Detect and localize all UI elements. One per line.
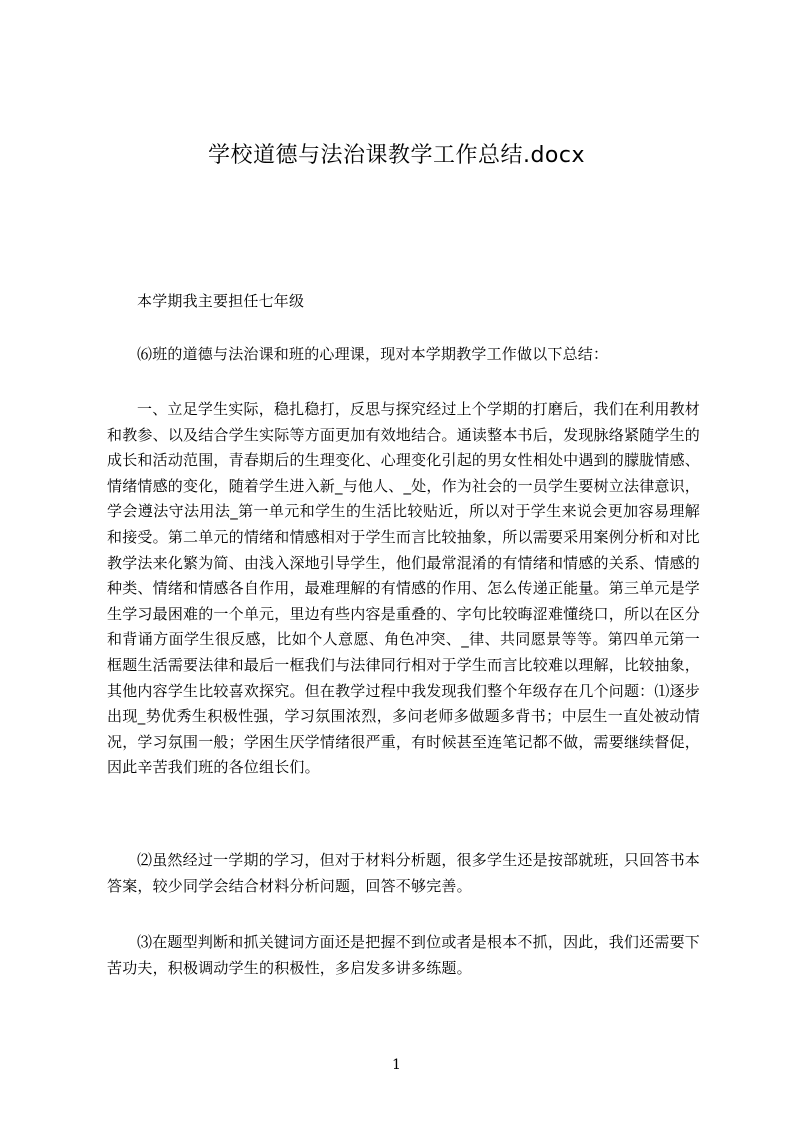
paragraph-problem-two: ⑵虽然经过一学期的学习，但对于材料分析题，很多学生还是按部就班，只回答书本答案，较少同学会结合材料分析问题，回答不够完善。 [107, 851, 700, 895]
document-title: 学校道德与法治课教学工作总结.docx [207, 143, 586, 168]
paragraph-class: ⑹班的道德与法治课和班的心理课，现对本学期教学工作做以下总结： [137, 345, 609, 363]
paragraph-intro: 本学期我主要担任七年级 [137, 292, 305, 310]
page-number: 1 [392, 1057, 401, 1073]
paragraph-section-one: 一、立足学生实际，稳扎稳打，反思与探究经过上个学期的打磨后，我们在利用教材和教参、以及结合学生实际等方面更加有效地结合。通读整本书后，发现脉络紧随学生的成长和活动范围，青春期后的生理变化、心理变化引起的男女性相处中遇到的朦胧情感、情绪情感的变化，随着学生进入新_与他人、_处，作为社会的一员学生要树立法律意识，学会遵法守法用法_第一单元和学生的生活比较贴近，所以对于学生来说会更加容易理解和接受。第二单元的情绪和情感相对于学生而言比较抽象，所以需要采用案例分析和对比教学法来化繁为简、由浅入深地引导学生，他们最常混淆的有情绪和情感的关系、情感的种类、情绪和情感各自作用，最难理解的有情感的作用、怎么传递正能量。第三单元是学生学习最困难的一个单元，里边有些内容是重叠的、字句比较晦涩难懂绕口，所以在区分和背诵方面学生很反感，比如个人意愿、角色冲突、_律、共同愿景等等。第四单元第一框题生活需要法律和最后一框我们与法律同行相对于学生而言比较难以理解，比较抽象，其他内容学生比较喜欢探究。但在教学过程中我发现我们整个年级存在几个问题：⑴逐步出现_势优秀生积极性强，学习氛围浓烈，多问老师多做题多背书；中层生一直处被动情况，学习氛围一般；学困生厌学情绪很严重，有时候甚至连笔记都不做，需要继续督促，因此辛苦我们班的各位组长们。 [107, 400, 701, 777]
paragraph-problem-three: ⑶在题型判断和抓关键词方面还是把握不到位或者是根本不抓，因此，我们还需要下苦功夫，积极调动学生的积极性，多启发多讲多练题。 [107, 933, 700, 977]
